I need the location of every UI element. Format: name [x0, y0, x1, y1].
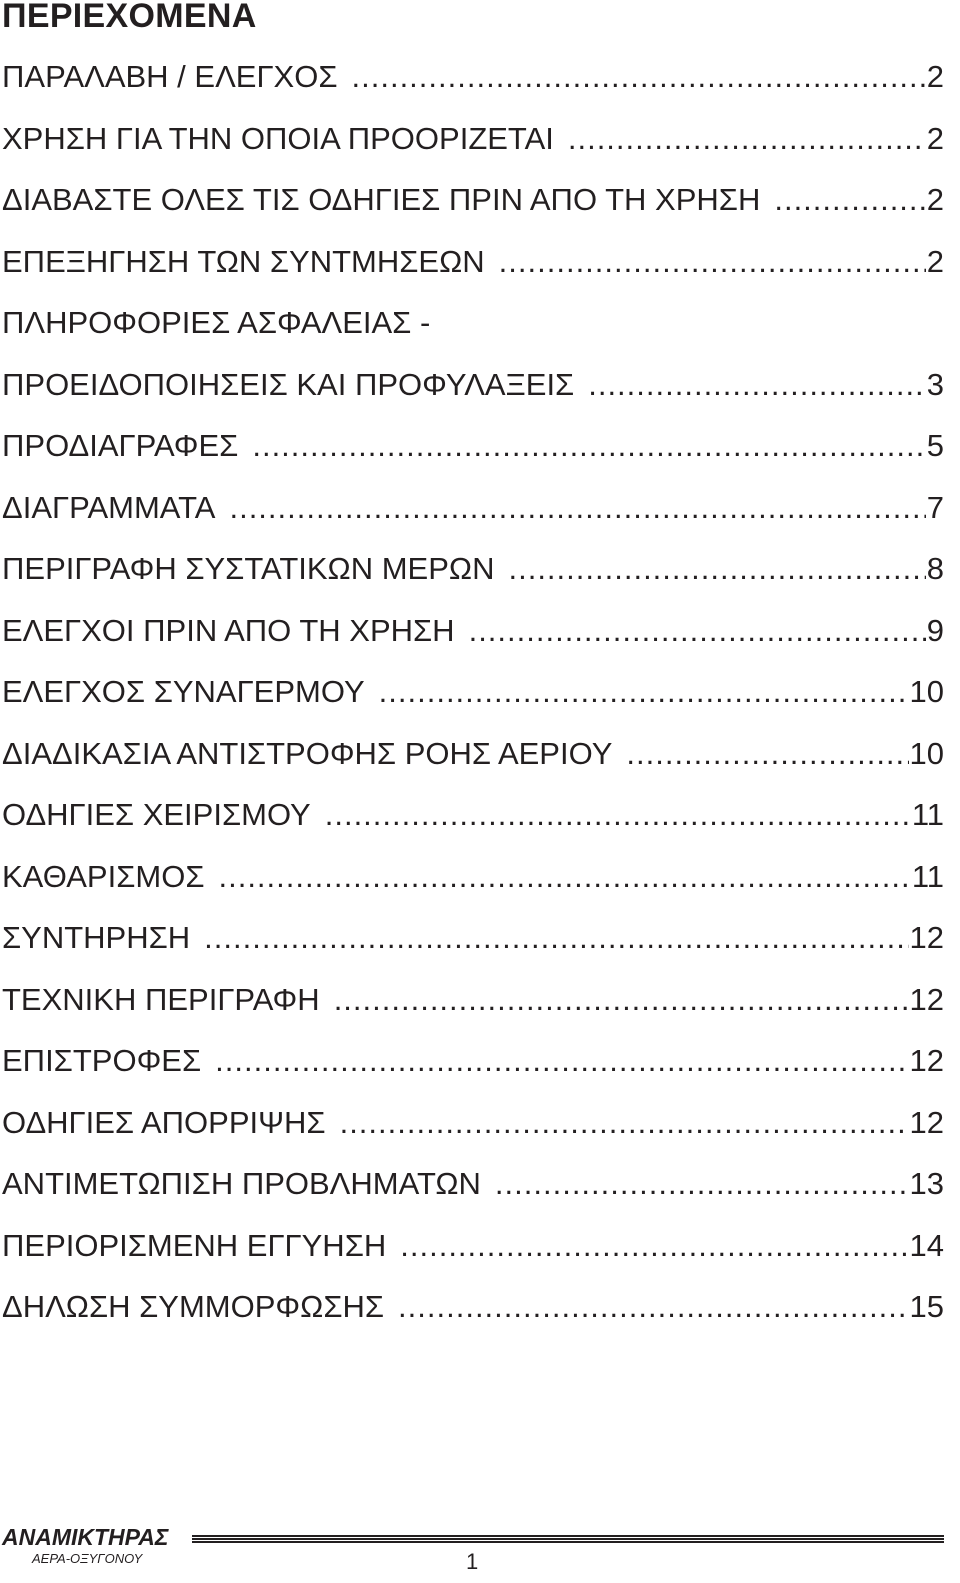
toc-dot-leader	[334, 981, 909, 1019]
page-number: 1	[466, 1549, 479, 1574]
toc-entry-title: ΕΠΕΞΗΓΗΣΗ ΤΩΝ ΣΥΝΤΜΗΣΕΩΝ	[2, 243, 485, 279]
toc-dot-leader	[252, 427, 925, 465]
toc-page-number: 12	[909, 1104, 944, 1140]
toc-dot-leader	[229, 489, 925, 527]
toc-dot-leader	[398, 1288, 908, 1326]
toc-dot-leader	[469, 612, 926, 650]
toc-dot-leader	[499, 243, 926, 281]
toc-page-number: 11	[911, 797, 944, 832]
toc-page-number: 5	[926, 428, 944, 463]
toc-entry[interactable]	[2, 673, 944, 711]
toc-entry[interactable]	[2, 1042, 944, 1080]
toc-entry[interactable]	[2, 796, 944, 834]
toc-entry-title: ΠΡΟΔΙΑΓΡΑΦΕΣ	[2, 428, 239, 463]
toc-page-number: 13	[909, 1166, 944, 1201]
toc-entry-title: ΟΔΗΓΙΕΣ ΧΕΙΡΙΣΜΟΥ	[2, 797, 311, 832]
toc-page-number: 12	[909, 981, 944, 1017]
toc-page-number: 7	[926, 489, 944, 525]
toc-entry[interactable]	[2, 1104, 944, 1142]
toc-page-number: 10	[909, 735, 944, 771]
toc-entry[interactable]	[2, 489, 944, 527]
toc-entry-title: ΣΥΝΤΗΡΗΣΗ	[2, 920, 191, 955]
toc-dot-leader	[352, 58, 926, 96]
page-title: ΠΕΡΙΕΧΟΜΕΝΑ	[2, 0, 257, 35]
toc-page-number: 12	[909, 920, 944, 955]
toc-entry[interactable]	[2, 427, 944, 465]
toc-page-number: 2	[926, 59, 944, 94]
toc-page-number: 12	[909, 1043, 944, 1078]
toc-page-number: 14	[909, 1227, 944, 1263]
toc-dot-leader	[774, 181, 925, 219]
toc-dot-leader	[379, 673, 909, 711]
toc-entry-title: ΕΛΕΓΧΟΣ ΣΥΝΑΓΕΡΜΟΥ	[2, 674, 365, 709]
toc-page-number: 15	[909, 1289, 944, 1324]
toc-entry[interactable]	[2, 120, 944, 158]
toc-dot-leader	[340, 1104, 909, 1142]
toc-entry[interactable]	[2, 1165, 944, 1203]
toc-entry[interactable]	[2, 1288, 944, 1326]
toc-page-number: 8	[926, 551, 944, 586]
toc-entry-title: ΔΙΑΔΙΚΑΣΙΑ ΑΝΤΙΣΤΡΟΦΗΣ ΡΟΗΣ ΑΕΡΙΟΥ	[2, 735, 613, 771]
toc-entry[interactable]	[2, 181, 944, 219]
toc-dot-leader	[495, 1165, 909, 1203]
toc-dot-leader	[218, 858, 910, 896]
toc-entry[interactable]	[2, 919, 944, 957]
toc-entry-title: ΕΠΙΣΤΡΟΦΕΣ	[2, 1043, 202, 1078]
toc-entry[interactable]	[2, 550, 944, 588]
toc-entry[interactable]	[2, 304, 944, 404]
toc-dot-leader	[400, 1227, 908, 1265]
toc-entry-title: ΑΝΤΙΜΕΤΩΠΙΣΗ ΠΡΟΒΛΗΜΑΤΩΝ	[2, 1166, 481, 1201]
toc-page-number: 10	[909, 674, 944, 709]
toc-page-number: 2	[926, 243, 944, 279]
toc-entry-title: ΠΕΡΙΟΡΙΣΜΕΝΗ ΕΓΓΥΗΣΗ	[2, 1227, 387, 1263]
toc-page-number: 9	[926, 612, 944, 648]
toc-entry-title: ΔΙΑΒΑΣΤΕ ΟΛΕΣ ΤΙΣ ΟΔΗΓΙΕΣ ΠΡΙΝ ΑΠΟ ΤΗ ΧΡΗΣΗ	[2, 182, 761, 217]
footer-rule	[192, 1535, 944, 1544]
toc-entry-title: ΠΕΡΙΓΡΑΦΗ ΣΥΣΤΑΤΙΚΩΝ ΜΕΡΩΝ	[2, 551, 495, 586]
toc-dot-leader	[204, 919, 908, 957]
toc-entry[interactable]	[2, 981, 944, 1019]
page-footer	[0, 1518, 960, 1583]
toc-entry[interactable]	[2, 58, 944, 96]
toc-entry-title: ΚΑΘΑΡΙΣΜΟΣ	[2, 858, 205, 894]
toc-entry-title: ΠΡΟΕΙΔΟΠΟΙΗΣΕΙΣ ΚΑΙ ΠΡΟΦΥΛΑΞΕΙΣ	[2, 366, 575, 402]
toc-entry-title: ΤΕΧΝΙΚΗ ΠΕΡΙΓΡΑΦΗ	[2, 981, 320, 1017]
toc-entry[interactable]	[2, 735, 944, 773]
toc-entry-title: ΔΙΑΓΡΑΜΜΑΤΑ	[2, 489, 216, 525]
toc-page-number: 2	[926, 182, 944, 217]
toc-dot-leader	[626, 735, 908, 773]
footer-brand: ΑΝΑΜΙΚΤΗΡΑΣ	[2, 1524, 169, 1550]
toc-entry-title: ΠΛΗΡΟΦΟΡΙΕΣ ΑΣΦΑΛΕΙΑΣ -	[2, 305, 431, 340]
toc-dot-leader	[508, 550, 925, 588]
toc-entry[interactable]	[2, 858, 944, 896]
toc-dot-leader	[215, 1042, 908, 1080]
toc-dot-leader	[588, 366, 926, 404]
footer-subtitle: ΑΕΡΑ-ΟΞΥΓΟΝΟΥ	[32, 1551, 143, 1566]
toc-entry[interactable]	[2, 243, 944, 281]
toc-entry-title: ΕΛΕΓΧΟΙ ΠΡΙΝ ΑΠΟ ΤΗ ΧΡΗΣΗ	[2, 612, 455, 648]
toc-page-number: 2	[926, 120, 944, 156]
toc-entry-title: ΧΡΗΣΗ ΓΙΑ ΤΗΝ ΟΠΟΙΑ ΠΡΟΟΡΙΖΕΤΑΙ	[2, 120, 554, 156]
toc-page-number: 3	[926, 366, 944, 402]
toc-entry[interactable]	[2, 1227, 944, 1265]
toc-dot-leader	[568, 120, 926, 158]
toc-page-number: 11	[911, 858, 944, 894]
toc-entry-title: ΟΔΗΓΙΕΣ ΑΠΟΡΡΙΨΗΣ	[2, 1104, 326, 1140]
toc-entry[interactable]	[2, 612, 944, 650]
toc-entry-title: ΔΗΛΩΣΗ ΣΥΜΜΟΡΦΩΣΗΣ	[2, 1289, 385, 1324]
toc-dot-leader	[325, 796, 911, 834]
toc-entry-title: ΠΑΡΑΛΑΒΗ / ΕΛΕΓΧΟΣ	[2, 59, 338, 94]
